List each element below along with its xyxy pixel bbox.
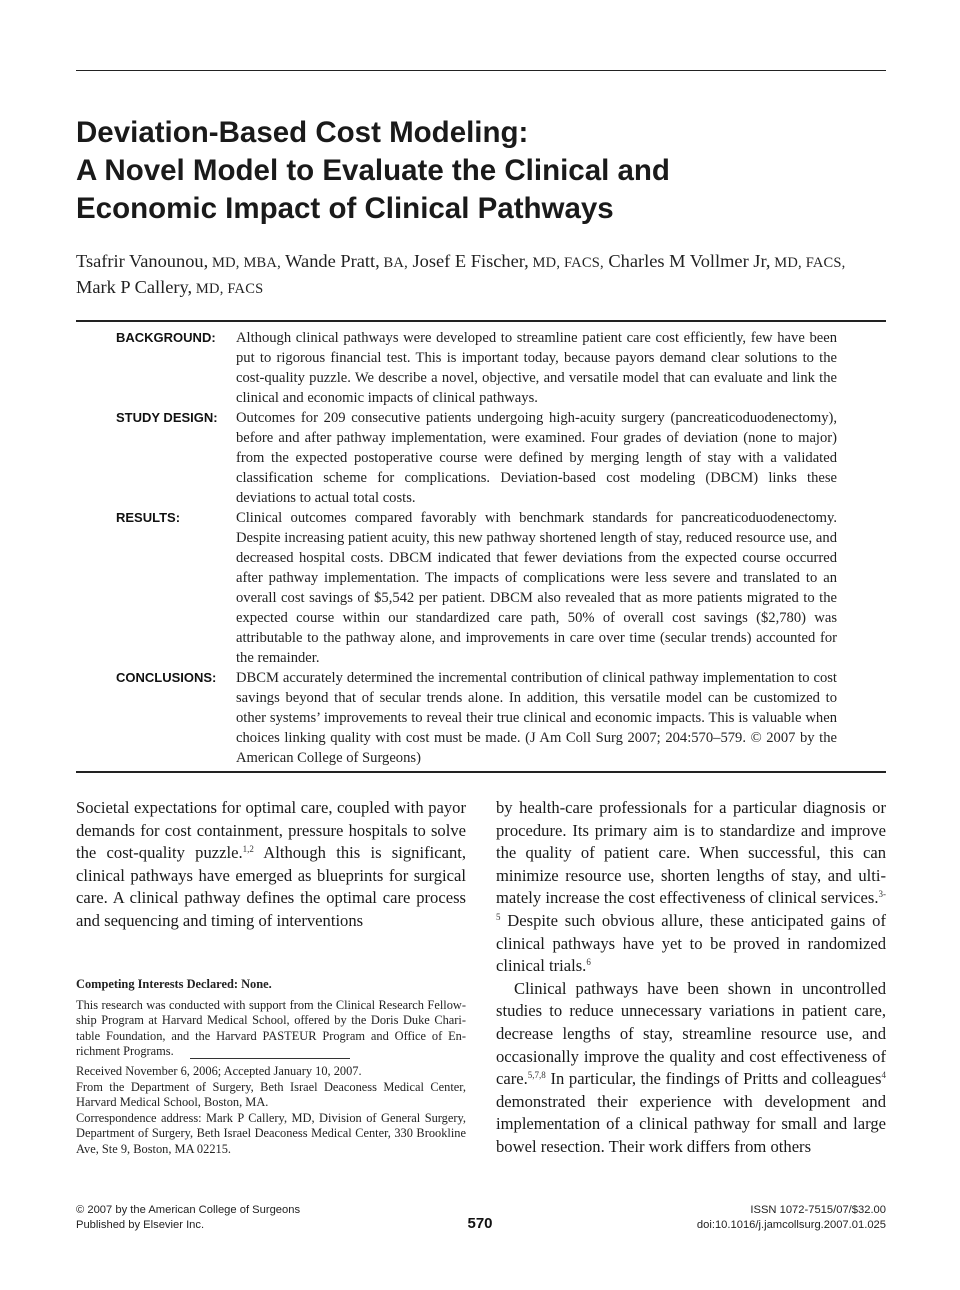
citation-ref: 1,2 [242, 844, 254, 855]
body-paragraph [496, 978, 886, 1159]
article-title [76, 114, 886, 228]
received-dates: Received November 6, 2006; Accepted January 10, 2007. [76, 1064, 362, 1078]
footer-right [697, 1203, 886, 1233]
abstract-box [76, 320, 886, 773]
abstract-label: RESULTS: [116, 510, 181, 525]
author-name: Mark P Callery, [76, 277, 193, 297]
citation-ref: 3-5 [496, 889, 886, 922]
body-paragraph [496, 797, 886, 978]
abstract-label: CONCLUSIONS: [116, 670, 217, 685]
body-paragraph [76, 797, 466, 933]
abstract-text: Although clinical pathways were developed to streamline patient care cost efficiently, few have been put to rigorous financial test. This is important today, because payors demand clear solutions to the cost-quality puzzle. We describe a novel, objective, and versatile model that can evaluate and link the clinical and economic impacts of clinical pathways. [236, 330, 837, 406]
citation-ref: 4 [881, 1070, 886, 1081]
author-name: Josef E Fischer, [407, 251, 529, 271]
body-text: Despite such obvious allure, these anticipated gains of clinical pathways have yet to be proved in randomized clinical trials. [496, 910, 886, 976]
title-line-3: Economic Impact of Clinical Pathways [76, 192, 614, 225]
abstract-text: Outcomes for 209 consecutive patients undergoing high-acuity surgery (pancreaticoduodenectomy), before and after pathway implementation, were examined. Four grades of deviation (none to major) from the expected postoperative course were defined by merging length of stay with a validated classification scheme for complications. Deviation-based cost modeling (DBCM) links these deviations to actual total costs. [236, 410, 837, 506]
citation-ref: 5,7,8 [527, 1070, 546, 1081]
abstract-text: DBCM accurately determined the incremental contribution of clinical pathway implementation to cost savings beyond that of secular trends alone. In addition, this versatile model can be customized to other systems’ improvements to reveal their true clinical and economic impacts. This is valuable when choices linking quality with cost must be made. (J Am Coll Surg 2007; 204:570–579. © 2007 by the American College of Surgeons) [236, 670, 837, 766]
doi: doi:10.1016/j.jamcollsurg.2007.01.025 [696, 1219, 886, 1231]
body-column-left [76, 797, 466, 933]
article-dates-affiliation [76, 1064, 466, 1157]
body-text: Clinical pathways have been shown in uncontrolled studies to reduce unnecessary variations in patient care, decrease lengths of stay, streamline resource use, and occasionally improve the quality and cost effectiveness of care. [496, 978, 886, 1089]
author-list [76, 249, 891, 301]
title-line-2: A Novel Model to Evaluate the Clinical and [76, 154, 670, 187]
top-rule [76, 70, 886, 71]
copyright-notice: © 2007 by the American College of Surgeons [76, 1204, 301, 1216]
abstract-label: BACKGROUND: [116, 330, 216, 345]
author-name: Tsafrir Vanounou, [76, 251, 209, 271]
affiliation: From the Department of Surgery, Beth Israel Deaconess Medical Center, Harvard Medical School, Boston, MA. [76, 1079, 466, 1109]
correspondence-address: Correspondence address: Mark P Callery, MD, Division of General Surgery, Department of Surgery, Beth Israel Deaconess Medical Center, 330 Brookline Ave, Ste 9, Boston, MA 02215. [76, 1110, 466, 1156]
body-text: In particular, the findings of Pritts and colleagues [545, 1069, 882, 1089]
body-column-right [496, 797, 886, 1159]
body-text: Although this is significant, clinical pathways have emerged as blueprints for surgical care. A clinical pathway defines the optimal care process and sequencing and timing of interventions [76, 843, 466, 930]
author-name: Charles M Vollmer Jr, [603, 251, 771, 271]
competing-interests: Competing Interests Declared: None. [76, 977, 272, 991]
abstract-label: STUDY DESIGN: [116, 410, 218, 425]
abstract-text: Clinical outcomes compared favorably with benchmark standards for pancreaticoduodenectomy. Despite increasing patient acuity, this new pathway shortened length of stay, reduced resource use, and decreased hospital costs. DBCM indicated that fewer deviations from the expected course occurred after pathway implementation. The impacts of complications were less severe and translated to an overall cost savings of $5,542 per patient. DBCM also revealed that as more patients migrated to the expected course within our standardized care path, 50% of overall cost savings ($2,780) was attributable to the pathway alone, and improvements in care over time (secular trends) accounted for the remainder. [236, 510, 837, 666]
author-credentials: MD, FACS, [770, 255, 846, 271]
author-name: Wande Pratt, [280, 251, 380, 271]
author-credentials: MD, MBA, [208, 255, 281, 271]
article-notes [76, 977, 466, 1060]
body-text: Societal expectations for optimal care, coupled with payor demands for cost containment, pressure hospitals to solve the cost-quality puzzle. [76, 798, 466, 863]
author-credentials: BA, [379, 255, 408, 271]
author-credentials: MD, FACS, [528, 255, 604, 271]
body-text: demonstrated their experience with development and implementation of a clinical pathway for small and large bowel resection. Their work differs from others [496, 1091, 886, 1156]
page-number: 570 [467, 1215, 493, 1232]
citation-ref: 6 [586, 957, 591, 968]
footer-left [76, 1203, 300, 1233]
author-credentials: MD, FACS [192, 281, 264, 297]
publisher-notice: Published by Elsevier Inc. [76, 1219, 205, 1231]
notes-divider [190, 1058, 350, 1059]
title-line-1: Deviation-Based Cost Modeling: [76, 116, 529, 149]
issn: ISSN 1072-7515/07/$32.00 [750, 1204, 886, 1216]
body-text: by health-care professionals for a particular diagnosis or procedure. Its primary aim is to standardize and improve the quality of patient care. When successful, this can minimize resource use, shorten lengths of stay, and ultimately increase the cost effectiveness of clinical services. [496, 798, 886, 908]
funding-note: This research was conducted with support from the Clinical Research Fellowship Program at Harvard Medical School, offered by the Doris Duke Charitable Foundation, and the Harvard PASTEUR Program and Office of Enrichment Programs. [76, 997, 466, 1058]
